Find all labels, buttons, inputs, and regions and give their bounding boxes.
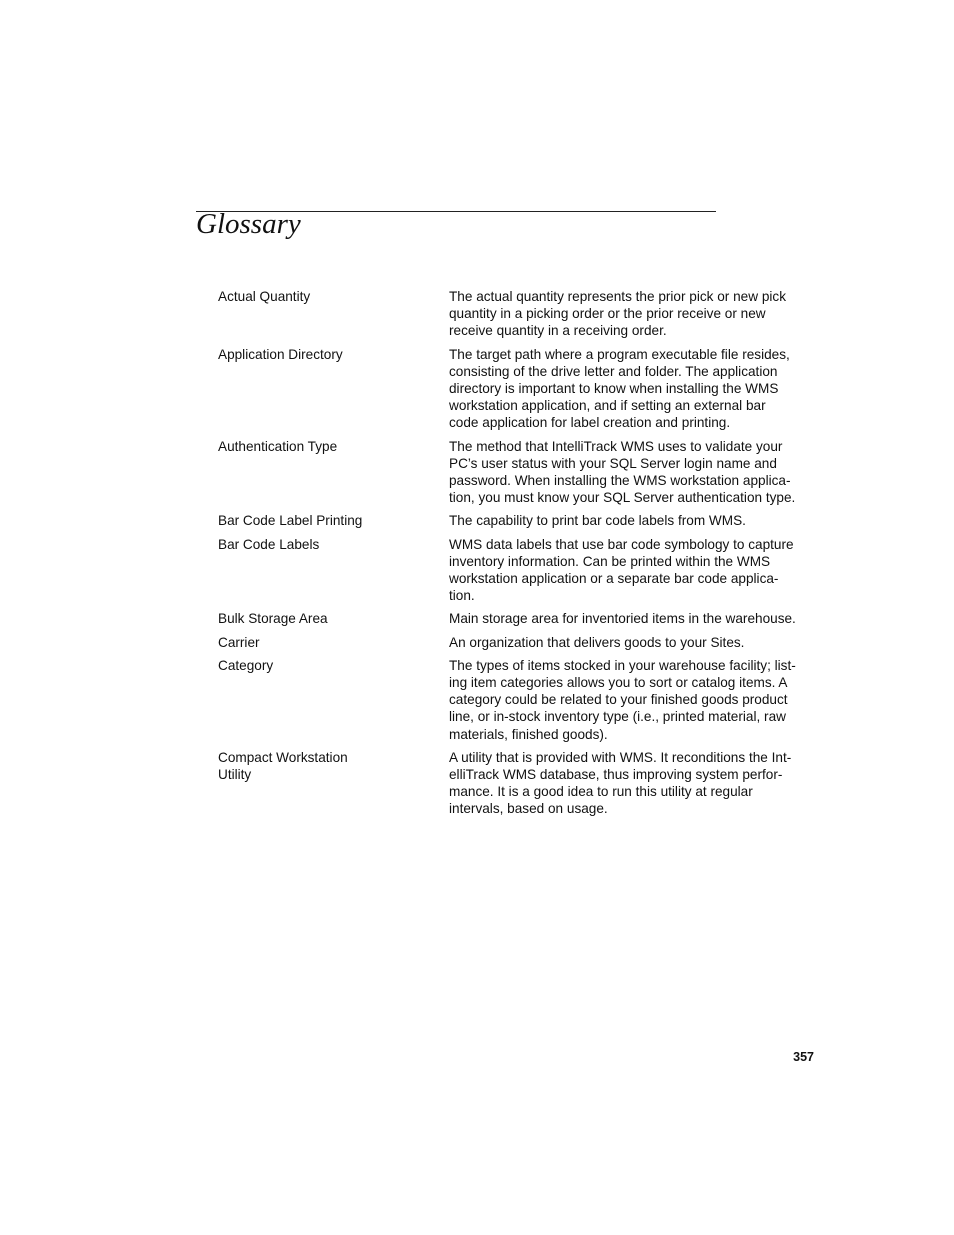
definition-line: The actual quantity represents the prior pick or new pick xyxy=(449,289,786,304)
glossary-entry xyxy=(218,512,818,529)
definition-line: receive quantity in a receiving order. xyxy=(449,323,667,339)
glossary-definition xyxy=(449,657,811,743)
term-line: Category xyxy=(218,657,274,673)
term-line: Bar Code Labels xyxy=(218,536,320,552)
definition-line: tion, you must know your SQL Server authentication type. xyxy=(449,490,796,506)
definition-line: tion. xyxy=(449,588,475,604)
glossary-entry xyxy=(218,346,818,432)
glossary-definition xyxy=(449,634,811,651)
glossary-term xyxy=(218,610,449,627)
glossary-term xyxy=(218,512,449,529)
definition-line: The method that IntelliTrack WMS uses to validate your xyxy=(449,438,783,454)
glossary-entry xyxy=(218,657,818,743)
definition-line: A utility that is provided with WMS. It reconditions the Int- xyxy=(449,749,792,765)
definition-line: directory is important to know when installing the WMS xyxy=(449,381,779,397)
glossary-definition xyxy=(449,346,811,432)
term-line: Utility xyxy=(218,767,252,783)
term-line: Compact Workstation xyxy=(218,749,348,765)
glossary-entry xyxy=(218,634,818,651)
definition-line: An organization that delivers goods to your Sites. xyxy=(449,634,745,650)
definition-line: ing item categories allows you to sort or catalog items. A xyxy=(449,675,788,691)
definition-line: Main storage area for inventoried items in the warehouse. xyxy=(449,611,796,627)
definition-line: mance. It is a good idea to run this utility at regular xyxy=(449,784,753,800)
glossary-term xyxy=(218,438,449,455)
definition-line: materials, finished goods). xyxy=(449,726,608,742)
term-line: Carrier xyxy=(218,634,260,650)
definition-line: line, or in-stock inventory type (i.e., printed material, raw xyxy=(449,709,786,725)
term-line: Actual Quantity xyxy=(218,289,311,304)
page-number: 357 xyxy=(793,1050,814,1064)
definition-line: quantity in a picking order or the prior receive or new xyxy=(449,306,766,322)
glossary-entry xyxy=(218,749,818,818)
term-line: Authentication Type xyxy=(218,438,338,454)
definition-line: category could be related to your finished goods product xyxy=(449,692,788,708)
definition-line: consisting of the drive letter and folder. The application xyxy=(449,363,778,379)
definition-line: workstation application, and if setting an external bar xyxy=(449,398,766,414)
definition-line: The types of items stocked in your warehouse facility; list- xyxy=(449,657,796,673)
definition-line: The target path where a program executable file resides, xyxy=(449,346,790,362)
glossary-entry xyxy=(218,438,818,507)
glossary-list xyxy=(218,288,818,824)
glossary-definition xyxy=(449,438,811,507)
definition-line: elliTrack WMS database, thus improving system perfor- xyxy=(449,767,783,783)
definition-line: PC’s user status with your SQL Server login name and xyxy=(449,455,777,471)
glossary-term xyxy=(218,657,449,674)
definition-line: code application for label creation and printing. xyxy=(449,415,731,431)
page-title: Glossary xyxy=(196,208,301,240)
term-line: Bulk Storage Area xyxy=(218,611,328,627)
definition-line: WMS data labels that use bar code symbology to capture xyxy=(449,536,794,552)
term-line: Bar Code Label Printing xyxy=(218,513,363,529)
term-line: Application Directory xyxy=(218,346,343,362)
glossary-definition xyxy=(449,749,811,818)
glossary-term xyxy=(218,634,449,651)
glossary-definition xyxy=(449,536,811,605)
definition-line: workstation application or a separate bar code applica- xyxy=(449,571,779,587)
definition-line: password. When installing the WMS workstation applica- xyxy=(449,473,791,489)
glossary-definition xyxy=(449,512,811,529)
glossary-definition xyxy=(449,610,811,627)
glossary-term xyxy=(218,749,449,783)
definition-line: The capability to print bar code labels from WMS. xyxy=(449,513,746,529)
glossary-term xyxy=(218,346,449,363)
glossary-entry xyxy=(218,610,818,627)
glossary-entry xyxy=(218,536,818,605)
glossary-entry xyxy=(218,288,818,340)
glossary-term xyxy=(218,536,449,553)
definition-line: inventory information. Can be printed within the WMS xyxy=(449,553,771,569)
definition-line: intervals, based on usage. xyxy=(449,801,608,817)
glossary-term xyxy=(218,288,449,305)
glossary-definition xyxy=(449,288,811,340)
